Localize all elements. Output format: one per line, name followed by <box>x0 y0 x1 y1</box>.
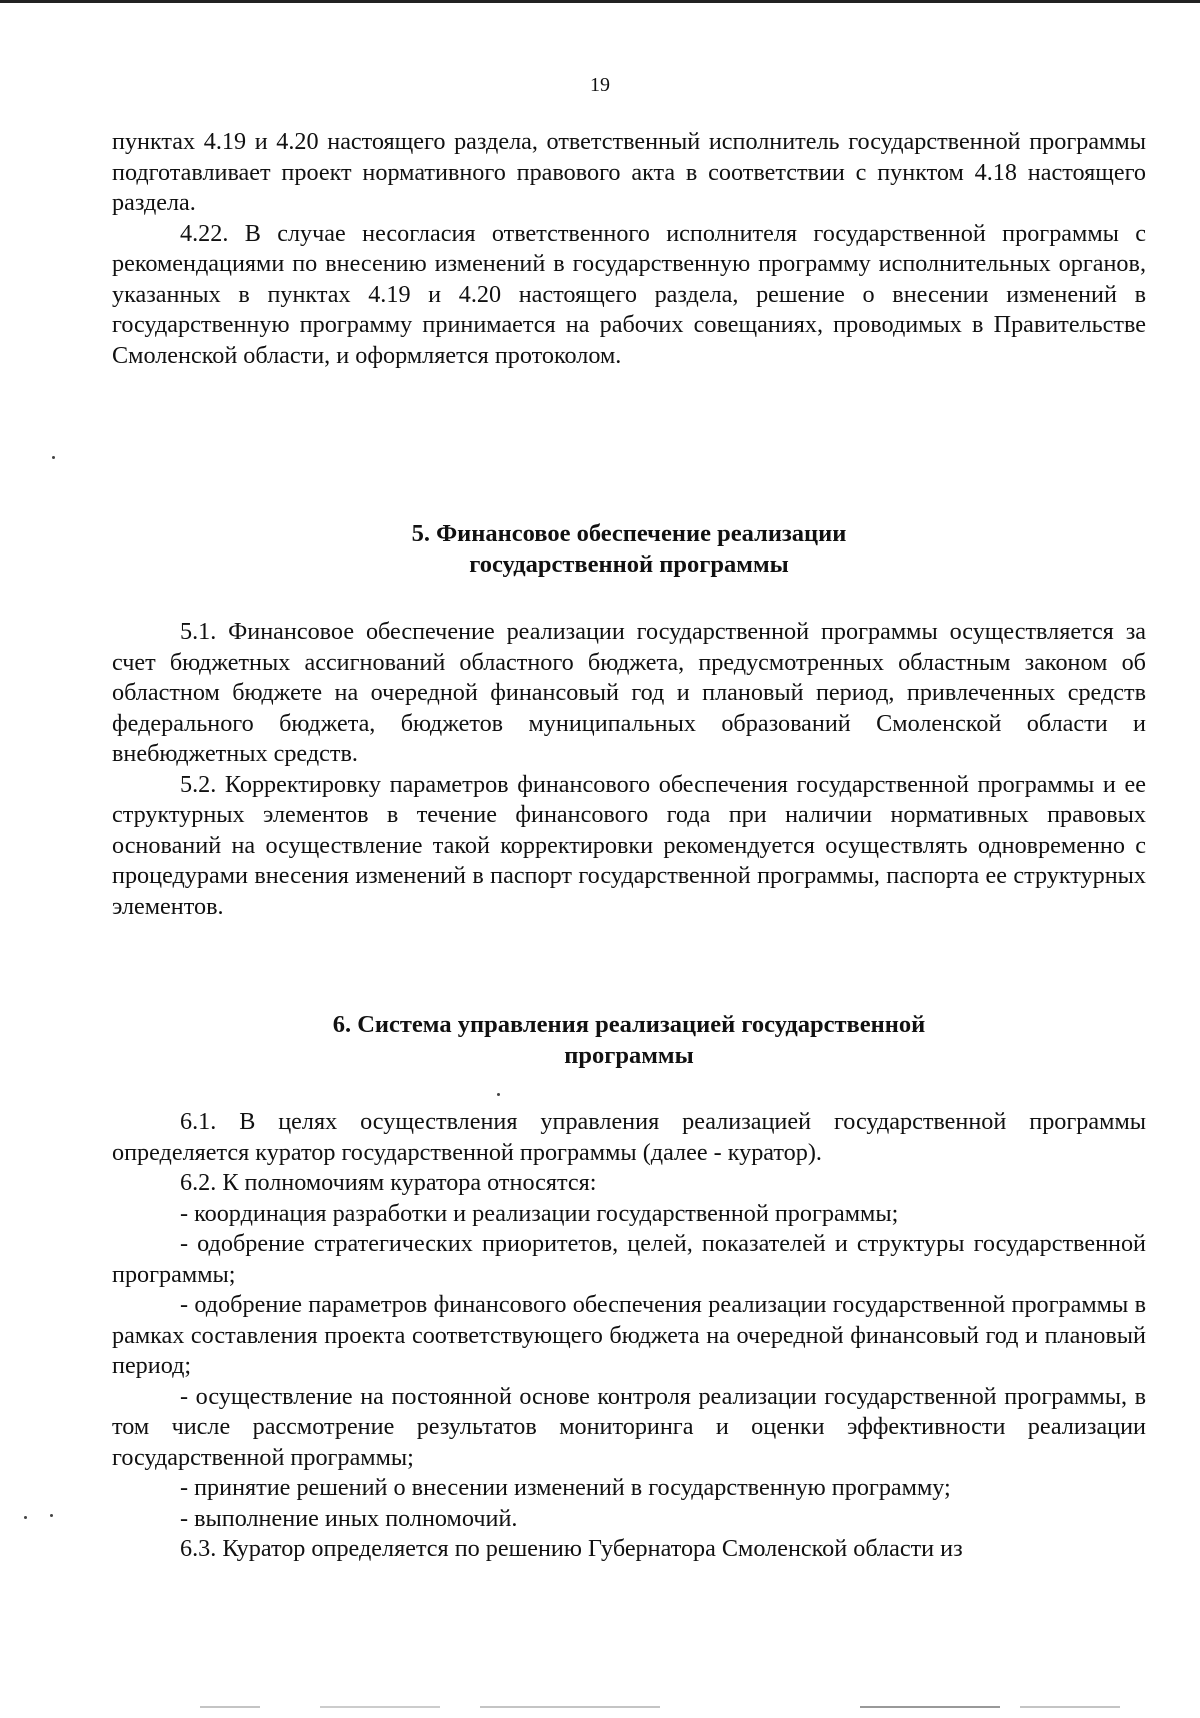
scan-top-edge <box>0 0 1200 3</box>
paragraph-5-2: 5.2. Корректировку параметров финансового обеспечения государственной программы и ее структурных элементов в течение финансового года при наличии нормативных правовых оснований на осуществление такой корректировки рекомендуется осуществлять одновременно с процедурами внесения изменений в паспорт государственной программы, паспорта ее структурных элементов. <box>112 770 1146 920</box>
list-item: - выполнение иных полномочий. <box>180 1504 518 1532</box>
list-item: - осуществление на постоянной основе контроля реализации государственной программы, в том числе рассмотрение результатов мониторинга и оценки эффективности реализации государственной программы; <box>112 1382 1146 1471</box>
paragraph: пунктах 4.19 и 4.20 настоящего раздела, ответственный исполнитель государственной программы подготавливает проект нормативного правового акта в соответствии с пунктом 4.18 настоящего раздела. <box>112 128 1146 216</box>
scan-speck <box>52 456 55 459</box>
list-item: - одобрение стратегических приоритетов, целей, показателей и структуры государственной программы; <box>112 1230 1146 1288</box>
paragraph-5-1: 5.1. Финансовое обеспечение реализации государственной программы осуществляется за счет бюджетных ассигнований областного бюджета, предусмотренных областным законом об областном бюджете на очередной финансовый год и плановый период, привлеченных средств федерального бюджета, бюджетов муниципальных образований Смоленской области и внебюджетных средств. <box>112 618 1146 767</box>
heading-line: государственной программы <box>469 551 789 578</box>
scan-speck <box>24 1516 27 1519</box>
paragraph-6-2: 6.2. К полномочиям куратора относятся: <box>180 1169 597 1196</box>
paragraph-6-1: 6.1. В целях осуществления управления реализацией государственной программы определяется куратор государственной программы (далее - куратор). <box>112 1108 1146 1166</box>
section4-continuation <box>112 127 1146 371</box>
list-item: - координация разработки и реализации государственной программы; <box>180 1199 899 1227</box>
paragraph-4-22: 4.22. В случае несогласия ответственного исполнителя государственной программы с рекомендациями по внесению изменений в государственную программу исполнительных органов, указанных в пунктах 4.19 и 4.20 настоящего раздела, решение о внесении изменений в государственную программу принимается на рабочих совещаниях, проводимых в Правительстве Смоленской области, и оформляется протоколом. <box>112 219 1146 369</box>
paragraph-6-3: 6.3. Куратор определяется по решению Губернатора Смоленской области из <box>180 1535 963 1562</box>
scan-speck <box>497 1093 500 1096</box>
section-5-heading <box>112 518 1146 580</box>
heading-line: программы <box>564 1042 694 1069</box>
section-6-heading <box>112 1009 1146 1071</box>
section-5-body <box>112 617 1146 922</box>
scan-bottom-artifacts <box>180 1704 1140 1712</box>
heading-line: 5. Финансовое обеспечение реализации <box>411 520 847 547</box>
scan-speck <box>50 1514 53 1517</box>
list-item: - принятие решений о внесении изменений в государственную программу; <box>180 1474 951 1501</box>
section-6-body <box>112 1107 1146 1565</box>
heading-line: 6. Система управления реализацией государственной <box>332 1011 926 1038</box>
page-number: 19 <box>590 74 610 96</box>
list-item: - одобрение параметров финансового обеспечения реализации государственной программы в рамках составления проекта соответствующего бюджета на очередной финансовый год и плановый период; <box>112 1291 1146 1379</box>
